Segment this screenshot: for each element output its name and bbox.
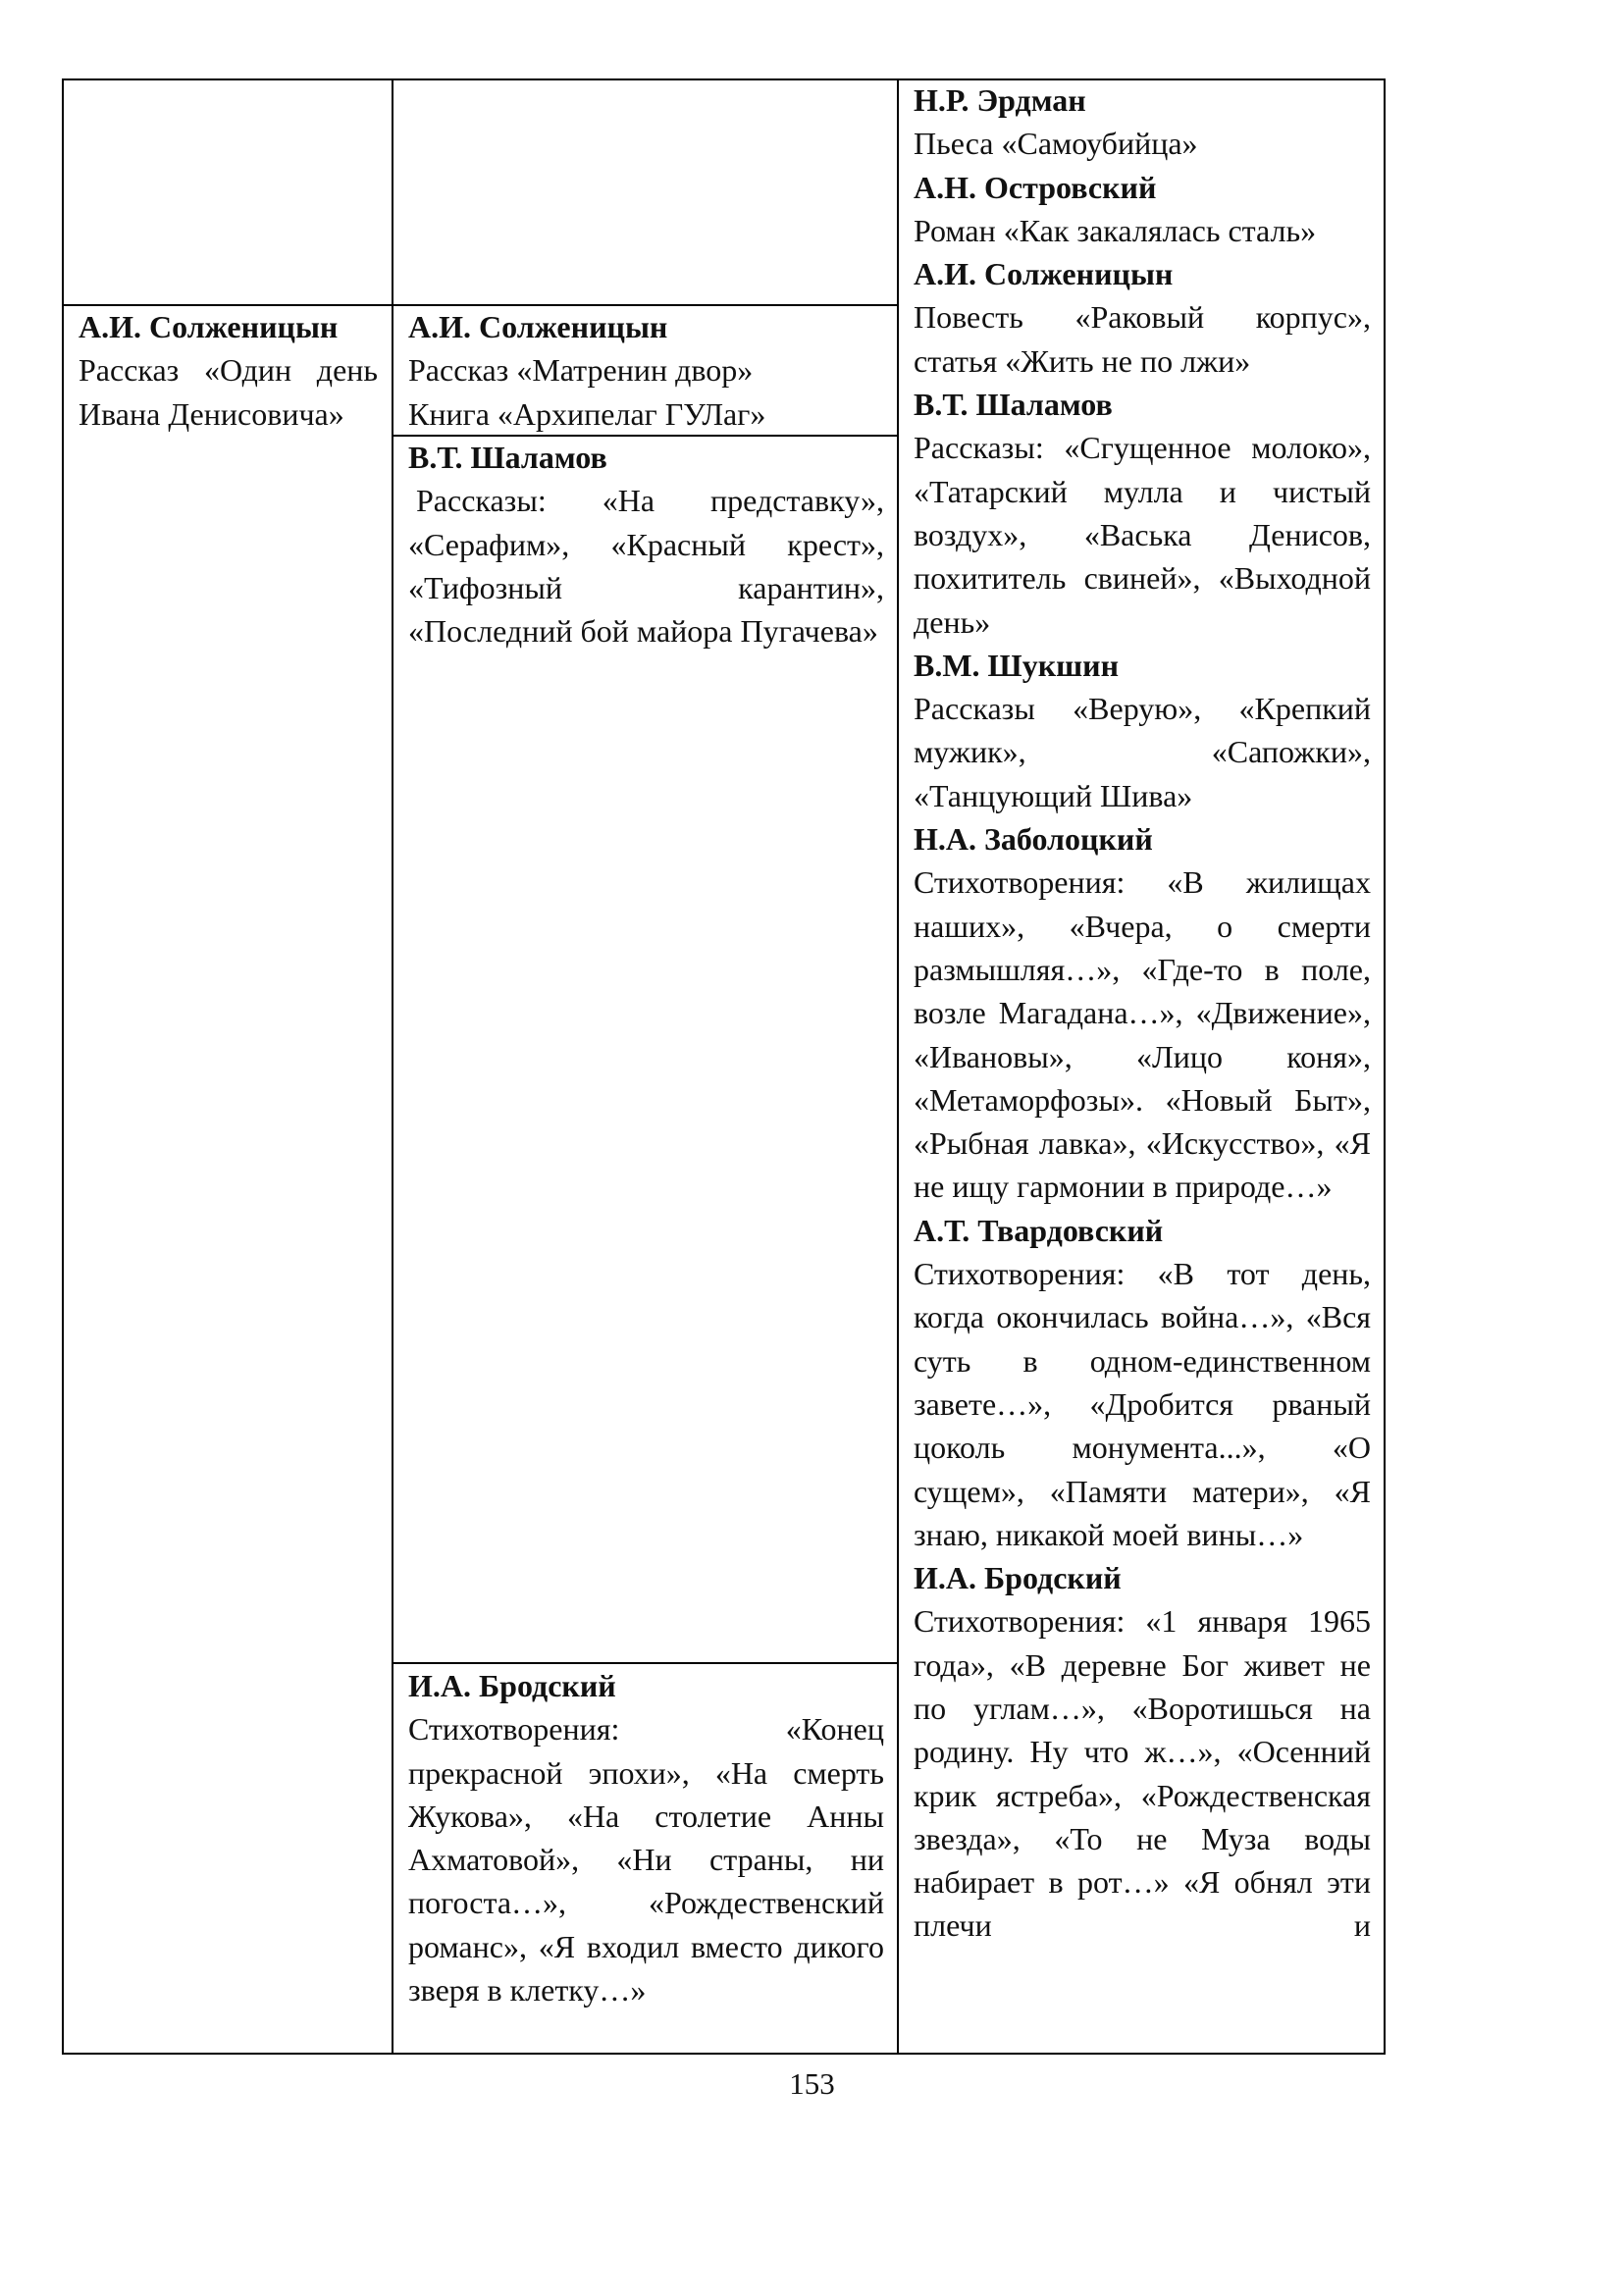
table-border-bottom xyxy=(62,2053,1386,2055)
work-list: Рассказы: «Сгущенное молоко», «Татарский мулла и чистый воздух», «Васька Денисов, похититель свиней», «Выходной день» xyxy=(914,430,1371,640)
cell-col2-brodsky xyxy=(408,1664,884,2011)
author-name: А.И. Солженицын xyxy=(79,309,339,344)
author-name: В.Т. Шаламов xyxy=(408,440,607,475)
author-name: В.М. Шукшин xyxy=(914,647,1120,683)
cell-col1-solzhenitsyn xyxy=(79,305,378,436)
work-list: Стихотворения: «В тот день, когда окончилась война…», «Вся суть в одном-единственном завете…», «Дробится рваный цоколь монумента...», «О сущем», «Памяти матери», «Я знаю, никакой моей вины…» xyxy=(914,1256,1371,1552)
author-name: А.Т. Твардовский xyxy=(914,1212,1164,1248)
cell-col2-shalamov xyxy=(408,436,884,652)
work-list: Пьеса «Самоубийца» xyxy=(914,126,1198,162)
author-name: А.Н. Островский xyxy=(914,169,1157,205)
author-name: А.И. Солженицын xyxy=(914,256,1174,292)
work-title: Рассказ «Один день Ивана Денисовича» xyxy=(79,352,378,432)
work-list: Стихотворения: «В жилищах наших», «Вчера, о смерти размышляя…», «Где-то в поле, возле Магадана…», «Движение», «Ивановы», «Лицо коня», «Метаморфозы». «Новый Быт», «Рыбная лавка», «Искусство», «Я не ищу гармонии в природе…» xyxy=(914,864,1371,1205)
table-border-right xyxy=(1384,78,1386,2055)
work-list: Рассказы: «На представку», «Серафим», «Красный крест», «Тифозный карантин», «Последний бой майора Пугачева» xyxy=(408,483,884,650)
author-name: А.И. Солженицын xyxy=(408,309,668,344)
author-name: И.А. Бродский xyxy=(408,1668,616,1703)
work-list: Стихотворения: «1 января 1965 года», «В деревне Бог живет не по углам…», «Воротишься на родину. Ну что ж…», «Осенний крик ястреба», «Рождественская звезда», «То не Муза воды набирает в рот…» «Я обнял эти плечи и xyxy=(914,1603,1371,1944)
cell-col3 xyxy=(914,78,1371,1948)
author-name: Н.А. Заболоцкий xyxy=(914,821,1153,858)
work-list: Рассказы «Верую», «Крепкий мужик», «Сапожки», «Танцующий Шива» xyxy=(914,691,1371,813)
cell-col2-solzhenitsyn xyxy=(408,305,884,436)
work-list: Стихотворения: «Конец прекрасной эпохи», «На смерть Жукова», «На столетие Анны Ахматовой», «Ни страны, ни погоста…», «Рождественский романс», «Я входил вместо дикого зверя в клетку…» xyxy=(408,1711,884,2008)
author-name: Н.Р. Эрдман xyxy=(914,82,1086,118)
author-name: И.А. Бродский xyxy=(914,1560,1122,1596)
table-border-left xyxy=(62,78,64,2055)
author-name: В.Т. Шаламов xyxy=(914,387,1113,423)
column-divider-2 xyxy=(897,78,899,2055)
work-list: Повесть «Раковый корпус», статья «Жить не по лжи» xyxy=(914,299,1371,379)
work-title: Книга «Архипелаг ГУЛаг» xyxy=(408,395,766,432)
page-number: 153 xyxy=(789,2066,835,2101)
column-divider-1 xyxy=(392,78,393,2055)
work-list: Роман «Как закалялась сталь» xyxy=(914,212,1317,248)
work-title: Рассказ «Матренин двор» xyxy=(408,352,754,389)
